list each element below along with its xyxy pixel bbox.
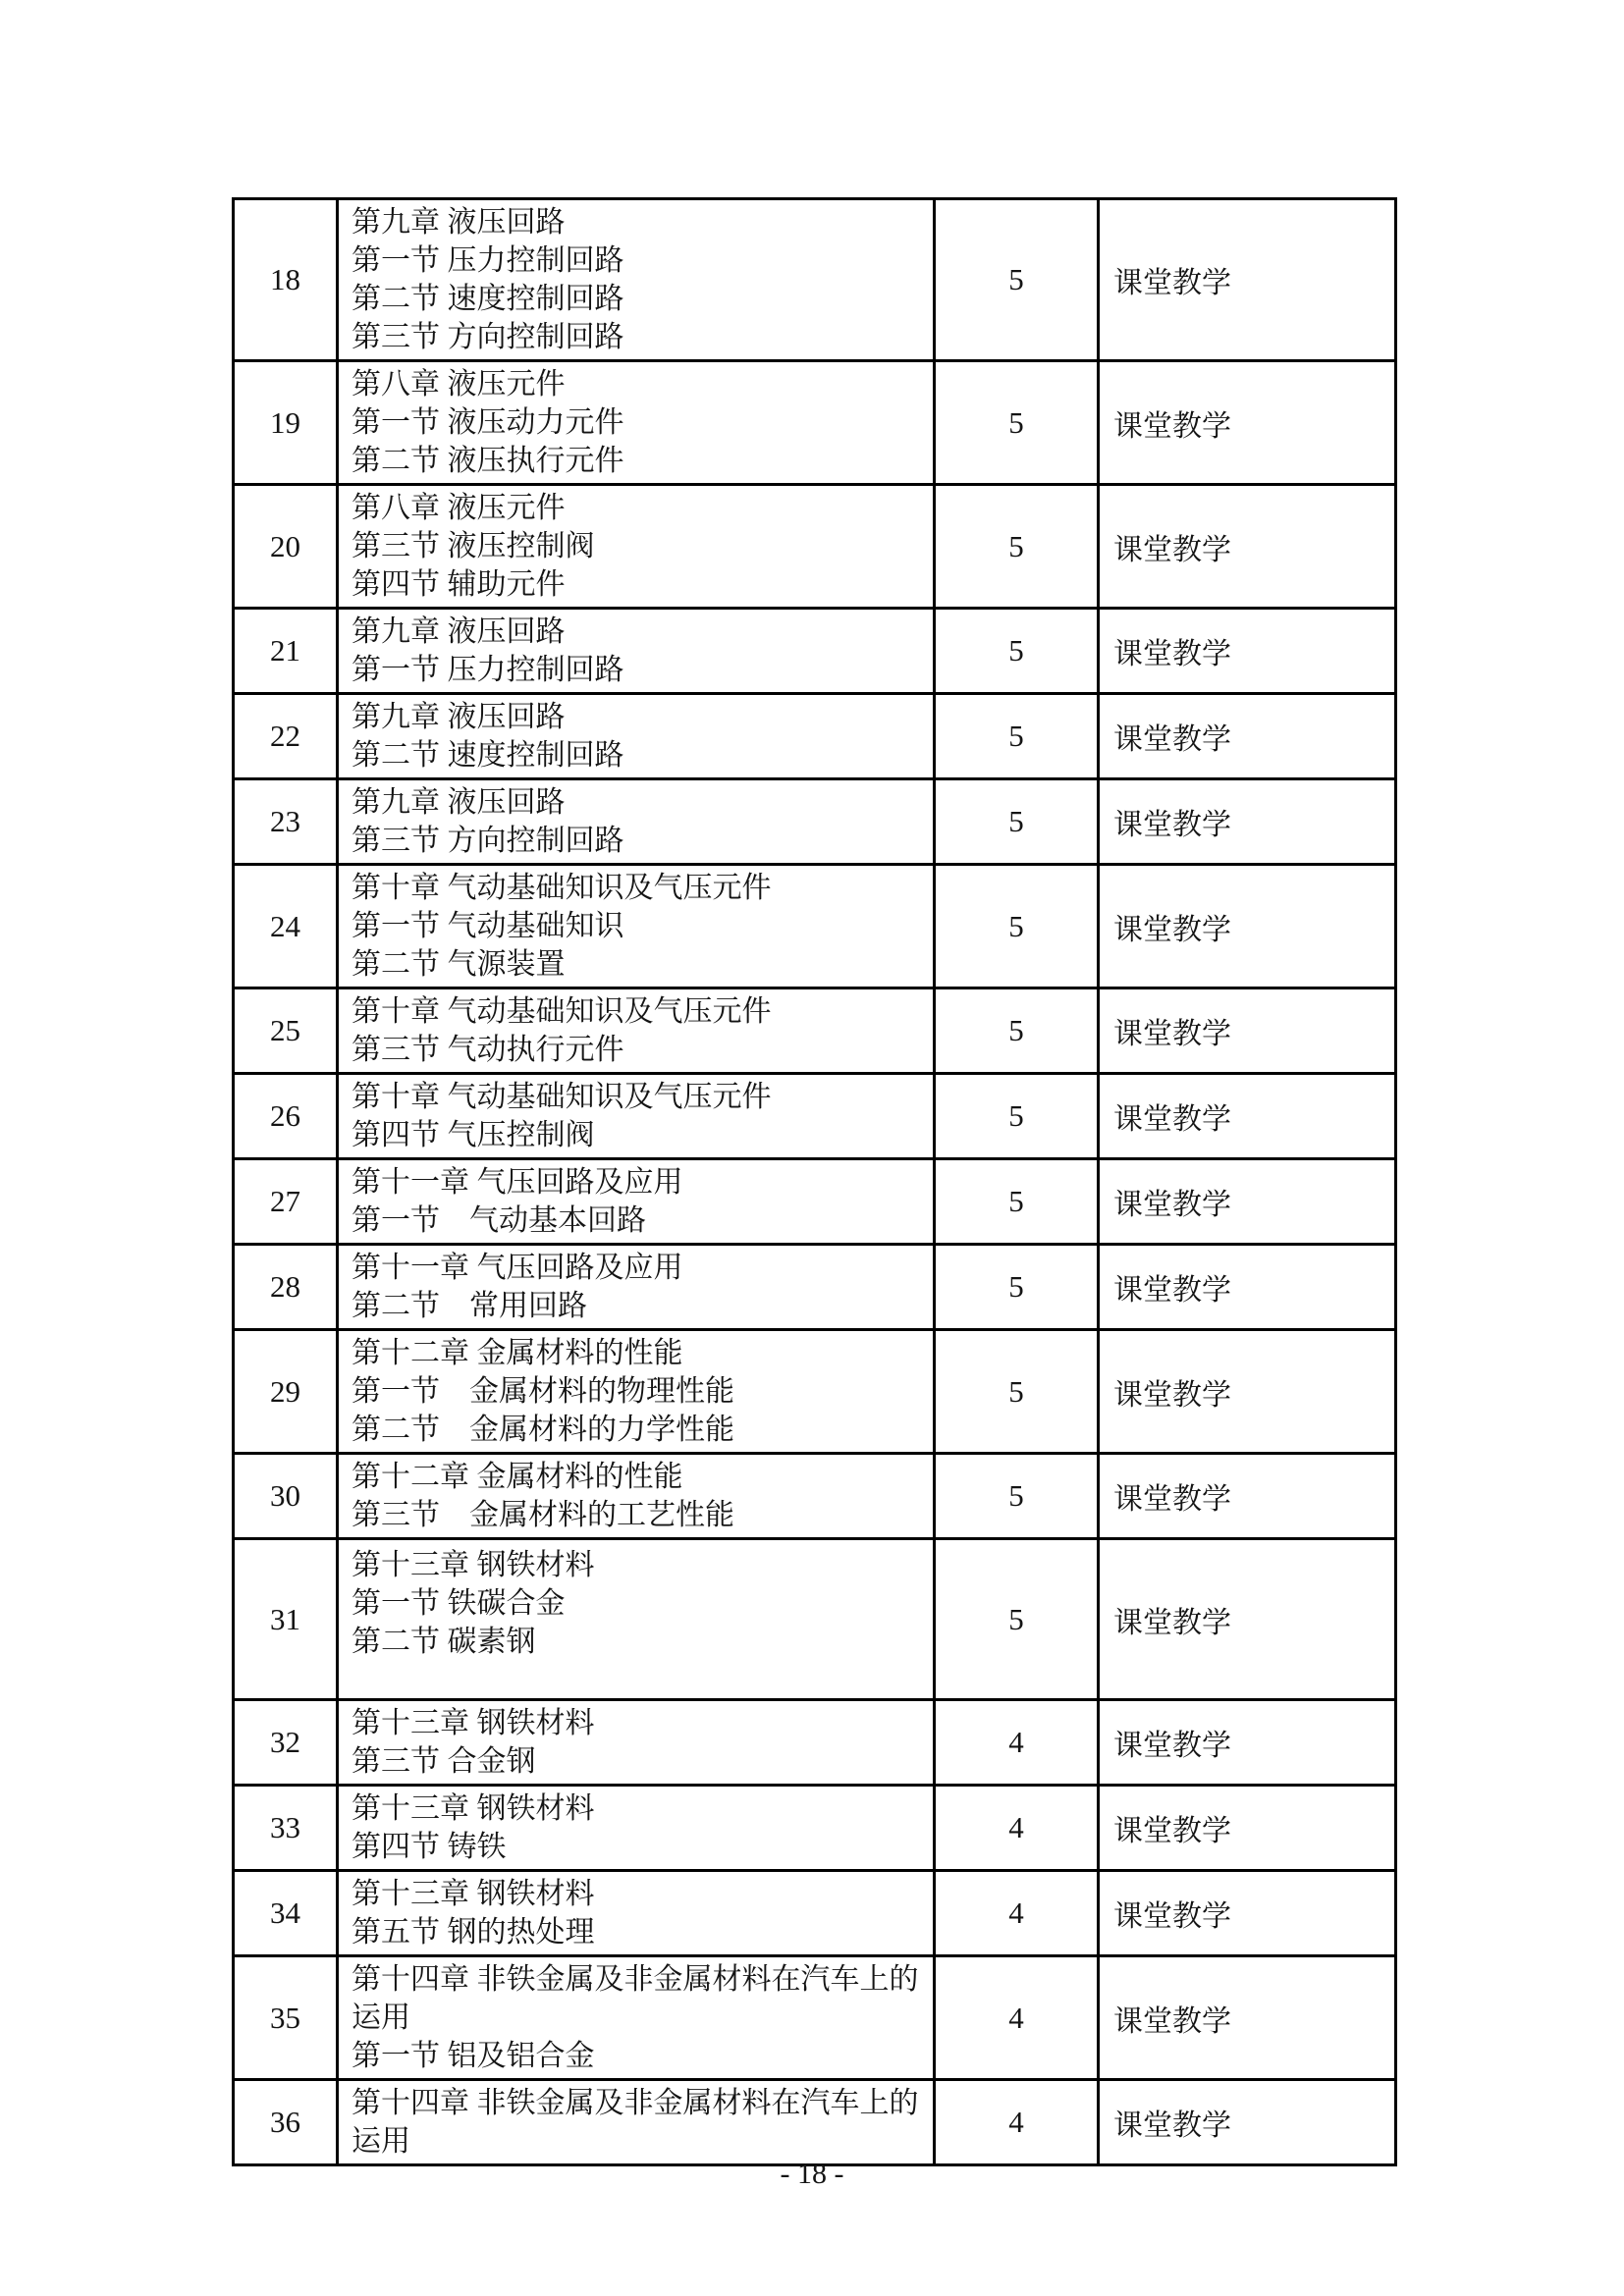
content-line: 第十一章 气压回路及应用 xyxy=(352,1166,683,1199)
content-line: 第二节 速度控制回路 xyxy=(352,283,624,315)
content-line: 第三节 方向控制回路 xyxy=(352,321,624,353)
hours-cell: 5 xyxy=(935,1539,1099,1700)
table-row xyxy=(234,988,1396,1074)
content-cell xyxy=(338,1245,935,1330)
content-line: 第二节 速度控制回路 xyxy=(352,739,624,772)
content-line: 第一节 液压动力元件 xyxy=(352,406,624,439)
content-line: 第十三章 钢铁材料 xyxy=(352,1792,595,1825)
method-cell: 课堂教学 xyxy=(1099,865,1396,988)
content-line: 第十三章 钢铁材料 xyxy=(352,1878,595,1910)
content-line: 第十章 气动基础知识及气压元件 xyxy=(352,995,772,1028)
content-cell xyxy=(338,361,935,485)
table-row xyxy=(234,361,1396,485)
row-number-cell: 21 xyxy=(234,609,338,694)
method-cell: 课堂教学 xyxy=(1099,361,1396,485)
content-line: 第十一章 气压回路及应用 xyxy=(352,1252,683,1284)
table-row xyxy=(234,2080,1396,2165)
content-line: 第十章 气动基础知识及气压元件 xyxy=(352,1081,772,1113)
content-line: 第二节 碳素钢 xyxy=(352,1626,536,1658)
content-line: 第一节 铝及铝合金 xyxy=(352,2040,595,2072)
hours-cell: 5 xyxy=(935,1330,1099,1454)
hours-cell: 5 xyxy=(935,1245,1099,1330)
content-cell xyxy=(338,694,935,779)
table-row xyxy=(234,694,1396,779)
content-line: 第三节 金属材料的工艺性能 xyxy=(352,1499,734,1531)
method-cell: 课堂教学 xyxy=(1099,2080,1396,2165)
table-row xyxy=(234,1539,1396,1700)
content-line: 第二节 金属材料的力学性能 xyxy=(352,1414,734,1446)
content-cell xyxy=(338,2080,935,2165)
table-row xyxy=(234,199,1396,361)
table-row xyxy=(234,865,1396,988)
row-number-cell: 26 xyxy=(234,1074,338,1159)
course-schedule-table xyxy=(232,197,1397,2166)
content-line: 第十四章 非铁金属及非金属材料在汽车上的 xyxy=(352,1963,919,1996)
content-line: 第十章 气动基础知识及气压元件 xyxy=(352,872,772,904)
row-number-cell: 25 xyxy=(234,988,338,1074)
hours-cell: 5 xyxy=(935,1074,1099,1159)
row-number-cell: 36 xyxy=(234,2080,338,2165)
hours-cell: 5 xyxy=(935,1159,1099,1245)
page-number: - 18 - xyxy=(780,2158,844,2190)
table-row xyxy=(234,609,1396,694)
hours-cell: 5 xyxy=(935,865,1099,988)
hours-cell: 5 xyxy=(935,361,1099,485)
content-line: 第三节 液压控制阀 xyxy=(352,530,595,562)
table-row xyxy=(234,1454,1396,1539)
content-line: 第一节 压力控制回路 xyxy=(352,654,624,686)
row-number-cell: 33 xyxy=(234,1786,338,1871)
content-line: 运用 xyxy=(352,2002,410,2034)
table-row xyxy=(234,1786,1396,1871)
content-line: 第二节 常用回路 xyxy=(352,1290,587,1322)
row-number-cell: 32 xyxy=(234,1700,338,1786)
content-cell xyxy=(338,1786,935,1871)
content-line: 第一节 气动基础知识 xyxy=(352,910,624,942)
row-number-cell: 31 xyxy=(234,1539,338,1700)
row-number-cell: 29 xyxy=(234,1330,338,1454)
content-cell xyxy=(338,485,935,609)
content-cell xyxy=(338,779,935,865)
table-row xyxy=(234,1700,1396,1786)
content-line: 第三节 方向控制回路 xyxy=(352,825,624,857)
content-line: 第九章 液压回路 xyxy=(352,786,566,819)
table-row xyxy=(234,1074,1396,1159)
content-cell xyxy=(338,1330,935,1454)
row-number-cell: 20 xyxy=(234,485,338,609)
row-number-cell: 35 xyxy=(234,1956,338,2080)
content-line: 第八章 液压元件 xyxy=(352,492,566,524)
method-cell: 课堂教学 xyxy=(1099,199,1396,361)
row-number-cell: 24 xyxy=(234,865,338,988)
content-line: 第十四章 非铁金属及非金属材料在汽车上的 xyxy=(352,2087,919,2119)
table-row xyxy=(234,1330,1396,1454)
hours-cell: 5 xyxy=(935,609,1099,694)
hours-cell: 4 xyxy=(935,1871,1099,1956)
method-cell: 课堂教学 xyxy=(1099,1539,1396,1700)
content-line: 第三节 气动执行元件 xyxy=(352,1034,624,1066)
content-line: 第一节 金属材料的物理性能 xyxy=(352,1375,734,1408)
row-number-cell: 23 xyxy=(234,779,338,865)
hours-cell: 4 xyxy=(935,1786,1099,1871)
content-line: 第四节 气压控制阀 xyxy=(352,1119,595,1151)
content-cell xyxy=(338,1074,935,1159)
row-number-cell: 27 xyxy=(234,1159,338,1245)
schedule-table-body xyxy=(234,199,1396,2165)
method-cell: 课堂教学 xyxy=(1099,779,1396,865)
content-line: 第九章 液压回路 xyxy=(352,615,566,648)
hours-cell: 5 xyxy=(935,485,1099,609)
content-line: 第八章 液压元件 xyxy=(352,368,566,400)
method-cell: 课堂教学 xyxy=(1099,1330,1396,1454)
content-line: 第一节 铁碳合金 xyxy=(352,1587,566,1620)
table-row xyxy=(234,779,1396,865)
method-cell: 课堂教学 xyxy=(1099,1700,1396,1786)
content-line: 第四节 辅助元件 xyxy=(352,568,566,601)
content-cell xyxy=(338,199,935,361)
hours-cell: 5 xyxy=(935,694,1099,779)
content-line: 第十二章 金属材料的性能 xyxy=(352,1461,683,1493)
content-line: 第二节 气源装置 xyxy=(352,948,566,981)
content-line: 第九章 液压回路 xyxy=(352,701,566,733)
content-line: 第二节 液压执行元件 xyxy=(352,445,624,477)
content-line: 第十二章 金属材料的性能 xyxy=(352,1337,683,1369)
hours-cell: 4 xyxy=(935,1956,1099,2080)
table-row xyxy=(234,1159,1396,1245)
content-cell xyxy=(338,1700,935,1786)
hours-cell: 5 xyxy=(935,988,1099,1074)
table-row xyxy=(234,1956,1396,2080)
method-cell: 课堂教学 xyxy=(1099,1956,1396,2080)
content-line: 第一节 压力控制回路 xyxy=(352,244,624,277)
method-cell: 课堂教学 xyxy=(1099,1159,1396,1245)
content-line: 第一节 气动基本回路 xyxy=(352,1204,646,1237)
row-number-cell: 34 xyxy=(234,1871,338,1956)
hours-cell: 5 xyxy=(935,1454,1099,1539)
table-row xyxy=(234,485,1396,609)
row-number-cell: 18 xyxy=(234,199,338,361)
table-row xyxy=(234,1245,1396,1330)
hours-cell: 4 xyxy=(935,1700,1099,1786)
content-cell xyxy=(338,1871,935,1956)
content-cell xyxy=(338,1539,935,1700)
content-cell xyxy=(338,1159,935,1245)
hours-cell: 5 xyxy=(935,779,1099,865)
method-cell: 课堂教学 xyxy=(1099,1871,1396,1956)
row-number-cell: 19 xyxy=(234,361,338,485)
method-cell: 课堂教学 xyxy=(1099,694,1396,779)
method-cell: 课堂教学 xyxy=(1099,1454,1396,1539)
method-cell: 课堂教学 xyxy=(1099,988,1396,1074)
hours-cell: 4 xyxy=(935,2080,1099,2165)
row-number-cell: 28 xyxy=(234,1245,338,1330)
content-cell xyxy=(338,1956,935,2080)
row-number-cell: 22 xyxy=(234,694,338,779)
method-cell: 课堂教学 xyxy=(1099,1245,1396,1330)
content-line: 第十三章 钢铁材料 xyxy=(352,1549,595,1581)
content-line: 第三节 合金钢 xyxy=(352,1745,536,1778)
content-cell xyxy=(338,865,935,988)
table-row xyxy=(234,1871,1396,1956)
method-cell: 课堂教学 xyxy=(1099,1786,1396,1871)
content-cell xyxy=(338,609,935,694)
content-line: 第四节 铸铁 xyxy=(352,1831,507,1863)
method-cell: 课堂教学 xyxy=(1099,609,1396,694)
method-cell: 课堂教学 xyxy=(1099,485,1396,609)
content-cell xyxy=(338,988,935,1074)
method-cell: 课堂教学 xyxy=(1099,1074,1396,1159)
row-number-cell: 30 xyxy=(234,1454,338,1539)
content-line: 第五节 钢的热处理 xyxy=(352,1916,595,1949)
content-line: 运用 xyxy=(352,2125,410,2158)
content-cell xyxy=(338,1454,935,1539)
hours-cell: 5 xyxy=(935,199,1099,361)
content-line: 第十三章 钢铁材料 xyxy=(352,1707,595,1739)
content-line: 第九章 液压回路 xyxy=(352,206,566,239)
